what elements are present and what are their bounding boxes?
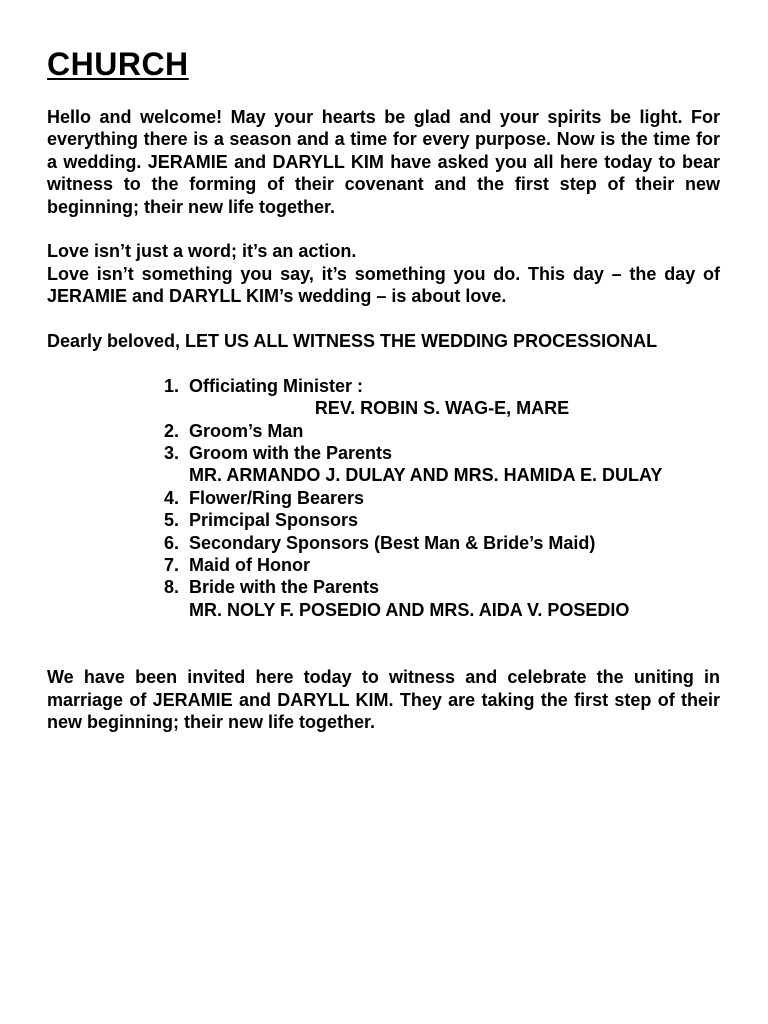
item-number: 4. bbox=[164, 487, 180, 508]
item-label: Bride with the Parents bbox=[189, 577, 380, 598]
closing-paragraph: We have been invited here today to witness and celebrate the uniting in marriage of JERAMIE and DARYLL KIM. They are taking the first step of their new beginning; their new life together. bbox=[47, 667, 720, 733]
item-number: 7. bbox=[164, 555, 180, 576]
processional-item-4 bbox=[164, 487, 720, 509]
item-detail: REV. ROBIN S. WAG-E, MARE bbox=[314, 398, 570, 419]
item-number: 2. bbox=[164, 420, 180, 441]
processional-list bbox=[164, 375, 720, 621]
item-number: 1. bbox=[164, 375, 180, 396]
item-number: 5. bbox=[164, 510, 180, 531]
love-line-2: Love isn’t something you say, it’s something you do. This day – the day of JERAMIE and DARYLL KIM’s wedding – is about love. bbox=[47, 263, 720, 307]
intro-paragraph: Hello and welcome! May your hearts be glad and your spirits be light. For everything there is a season and a time for every purpose. Now is the time for a wedding. JERAMIE and DARYLL KIM have asked you all here today to bear witness to the forming of their covenant and the first step of their new beginning; their new life together. bbox=[47, 107, 720, 217]
item-label: Secondary Sponsors (Best Man & Bride’s Maid) bbox=[189, 532, 596, 553]
processional-item-1 bbox=[164, 375, 720, 420]
item-detail: MR. ARMANDO J. DULAY AND MRS. HAMIDA E. DULAY bbox=[189, 465, 663, 486]
item-label: Maid of Honor bbox=[189, 555, 310, 576]
item-detail: MR. NOLY F. POSEDIO AND MRS. AIDA V. POSEDIO bbox=[189, 599, 630, 620]
document-title: CHURCH bbox=[47, 46, 189, 82]
item-label: Primcipal Sponsors bbox=[189, 510, 359, 531]
processional-item-7 bbox=[164, 554, 720, 576]
processional-item-3 bbox=[164, 442, 720, 487]
item-number: 6. bbox=[164, 532, 180, 553]
item-label: Groom with the Parents bbox=[189, 443, 393, 464]
item-label: Flower/Ring Bearers bbox=[189, 487, 365, 508]
item-number: 3. bbox=[164, 443, 180, 464]
item-label: Officiating Minister : bbox=[189, 375, 364, 396]
item-label: Groom’s Man bbox=[189, 420, 304, 441]
processional-item-8 bbox=[164, 576, 720, 621]
processional-item-6 bbox=[164, 532, 720, 554]
dearly-beloved-paragraph: Dearly beloved, LET US ALL WITNESS THE WEDDING PROCESSIONAL bbox=[47, 331, 658, 352]
love-line-1: Love isn’t just a word; it’s an action. bbox=[47, 241, 357, 262]
processional-item-2 bbox=[164, 420, 720, 442]
processional-item-5 bbox=[164, 509, 720, 531]
item-number: 8. bbox=[164, 577, 180, 598]
document-page bbox=[47, 44, 720, 734]
